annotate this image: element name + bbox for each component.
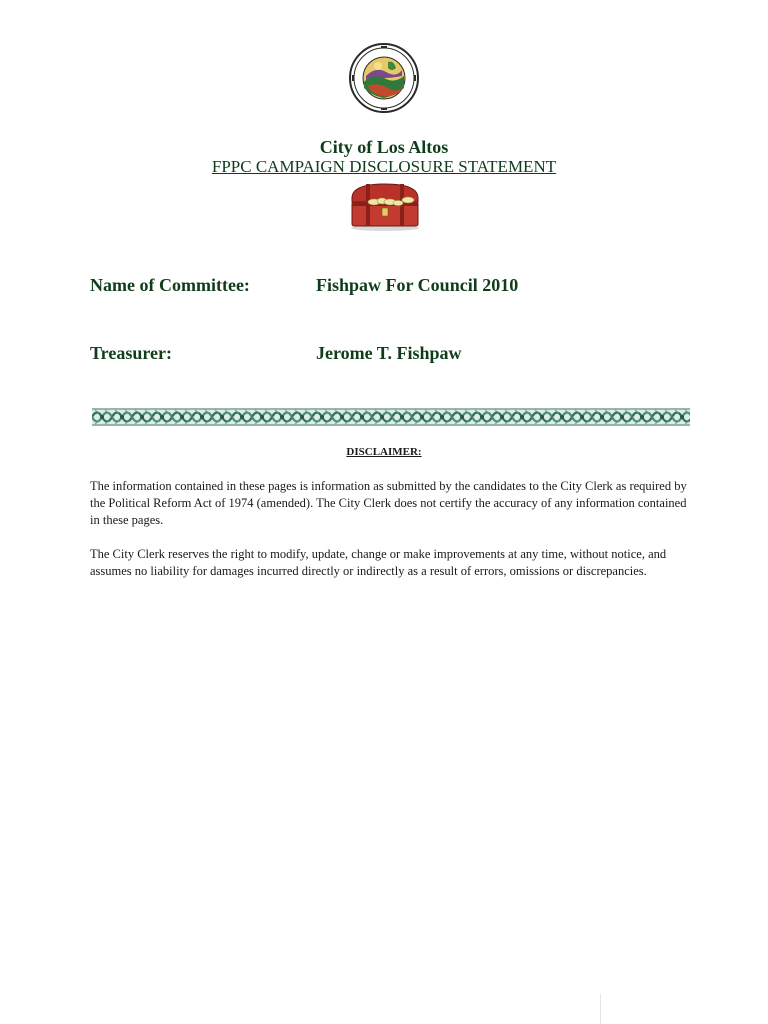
- page-subtitle-text: FPPC CAMPAIGN DISCLOSURE STATEMENT: [211, 157, 557, 176]
- treasurer-label: Treasurer:: [90, 343, 172, 363]
- page-edge-line: [600, 994, 601, 1024]
- disclaimer-heading: DISCLAIMER:: [346, 446, 422, 458]
- committee-label: Name of Committee:: [90, 275, 250, 295]
- disclaimer-paragraph-1: The information contained in these pages is information as submitted by the candidates to the City Clerk as required by the Political Reform Act of 1974 (amended). The City Clerk does not certify the accuracy of any information contained in these pages.: [90, 479, 687, 527]
- page-title: City of Los Altos: [319, 137, 449, 157]
- treasure-chest-icon: [346, 180, 424, 232]
- disclaimer-paragraph-2: The City Clerk reserves the right to modify, update, change or make improvements at any time, without notice, and assumes no liability for damages incurred directly or indirectly as a result of errors, omissions or discrepancies.: [90, 547, 667, 578]
- treasurer-value: Jerome T. Fishpaw: [316, 343, 462, 363]
- committee-value: Fishpaw For Council 2010: [316, 275, 519, 295]
- ornamental-divider: [92, 406, 690, 428]
- page-subtitle: [0, 157, 768, 177]
- city-seal-icon: [348, 42, 420, 114]
